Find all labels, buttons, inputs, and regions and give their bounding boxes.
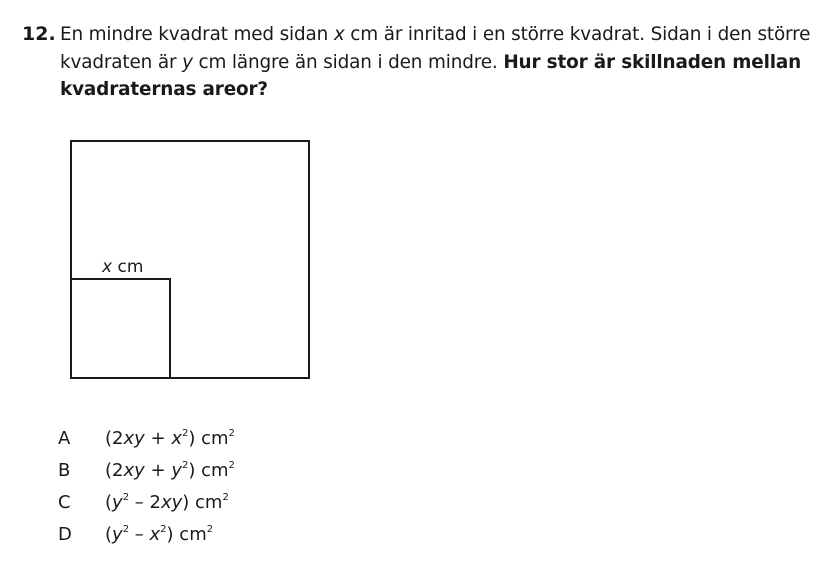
question-line-2: kvadraten är y cm längre än sidan i den mindre. Hur stor är skillnaden mellan <box>60 51 802 73</box>
answer-letter: D <box>58 524 72 545</box>
answer-letter: B <box>58 460 71 481</box>
small-square-side-label: x cm <box>102 257 144 277</box>
answer-expression: $(y^2 - 2xy)$ $cm^2$ <box>105 492 229 513</box>
question-text <box>60 21 820 104</box>
question-line-1: En mindre kvadrat med sidan x cm är inritad i en större kvadrat. Sidan i den större <box>60 24 811 45</box>
question-number: 12. <box>22 23 56 45</box>
answer-expression: $(2xy + x^2)$ $cm^2$ <box>105 428 235 449</box>
large-square <box>71 141 309 378</box>
question-line-3: kvadraternas areor? <box>60 79 268 100</box>
answer-expression: $(2xy + y^2)$ $cm^2$ <box>105 460 235 481</box>
answer-letter: A <box>58 428 71 449</box>
answer-letter: C <box>58 492 71 513</box>
answer-expression: $(y^2 - x^2)$ $cm^2$ <box>105 524 214 545</box>
small-square <box>71 279 170 378</box>
